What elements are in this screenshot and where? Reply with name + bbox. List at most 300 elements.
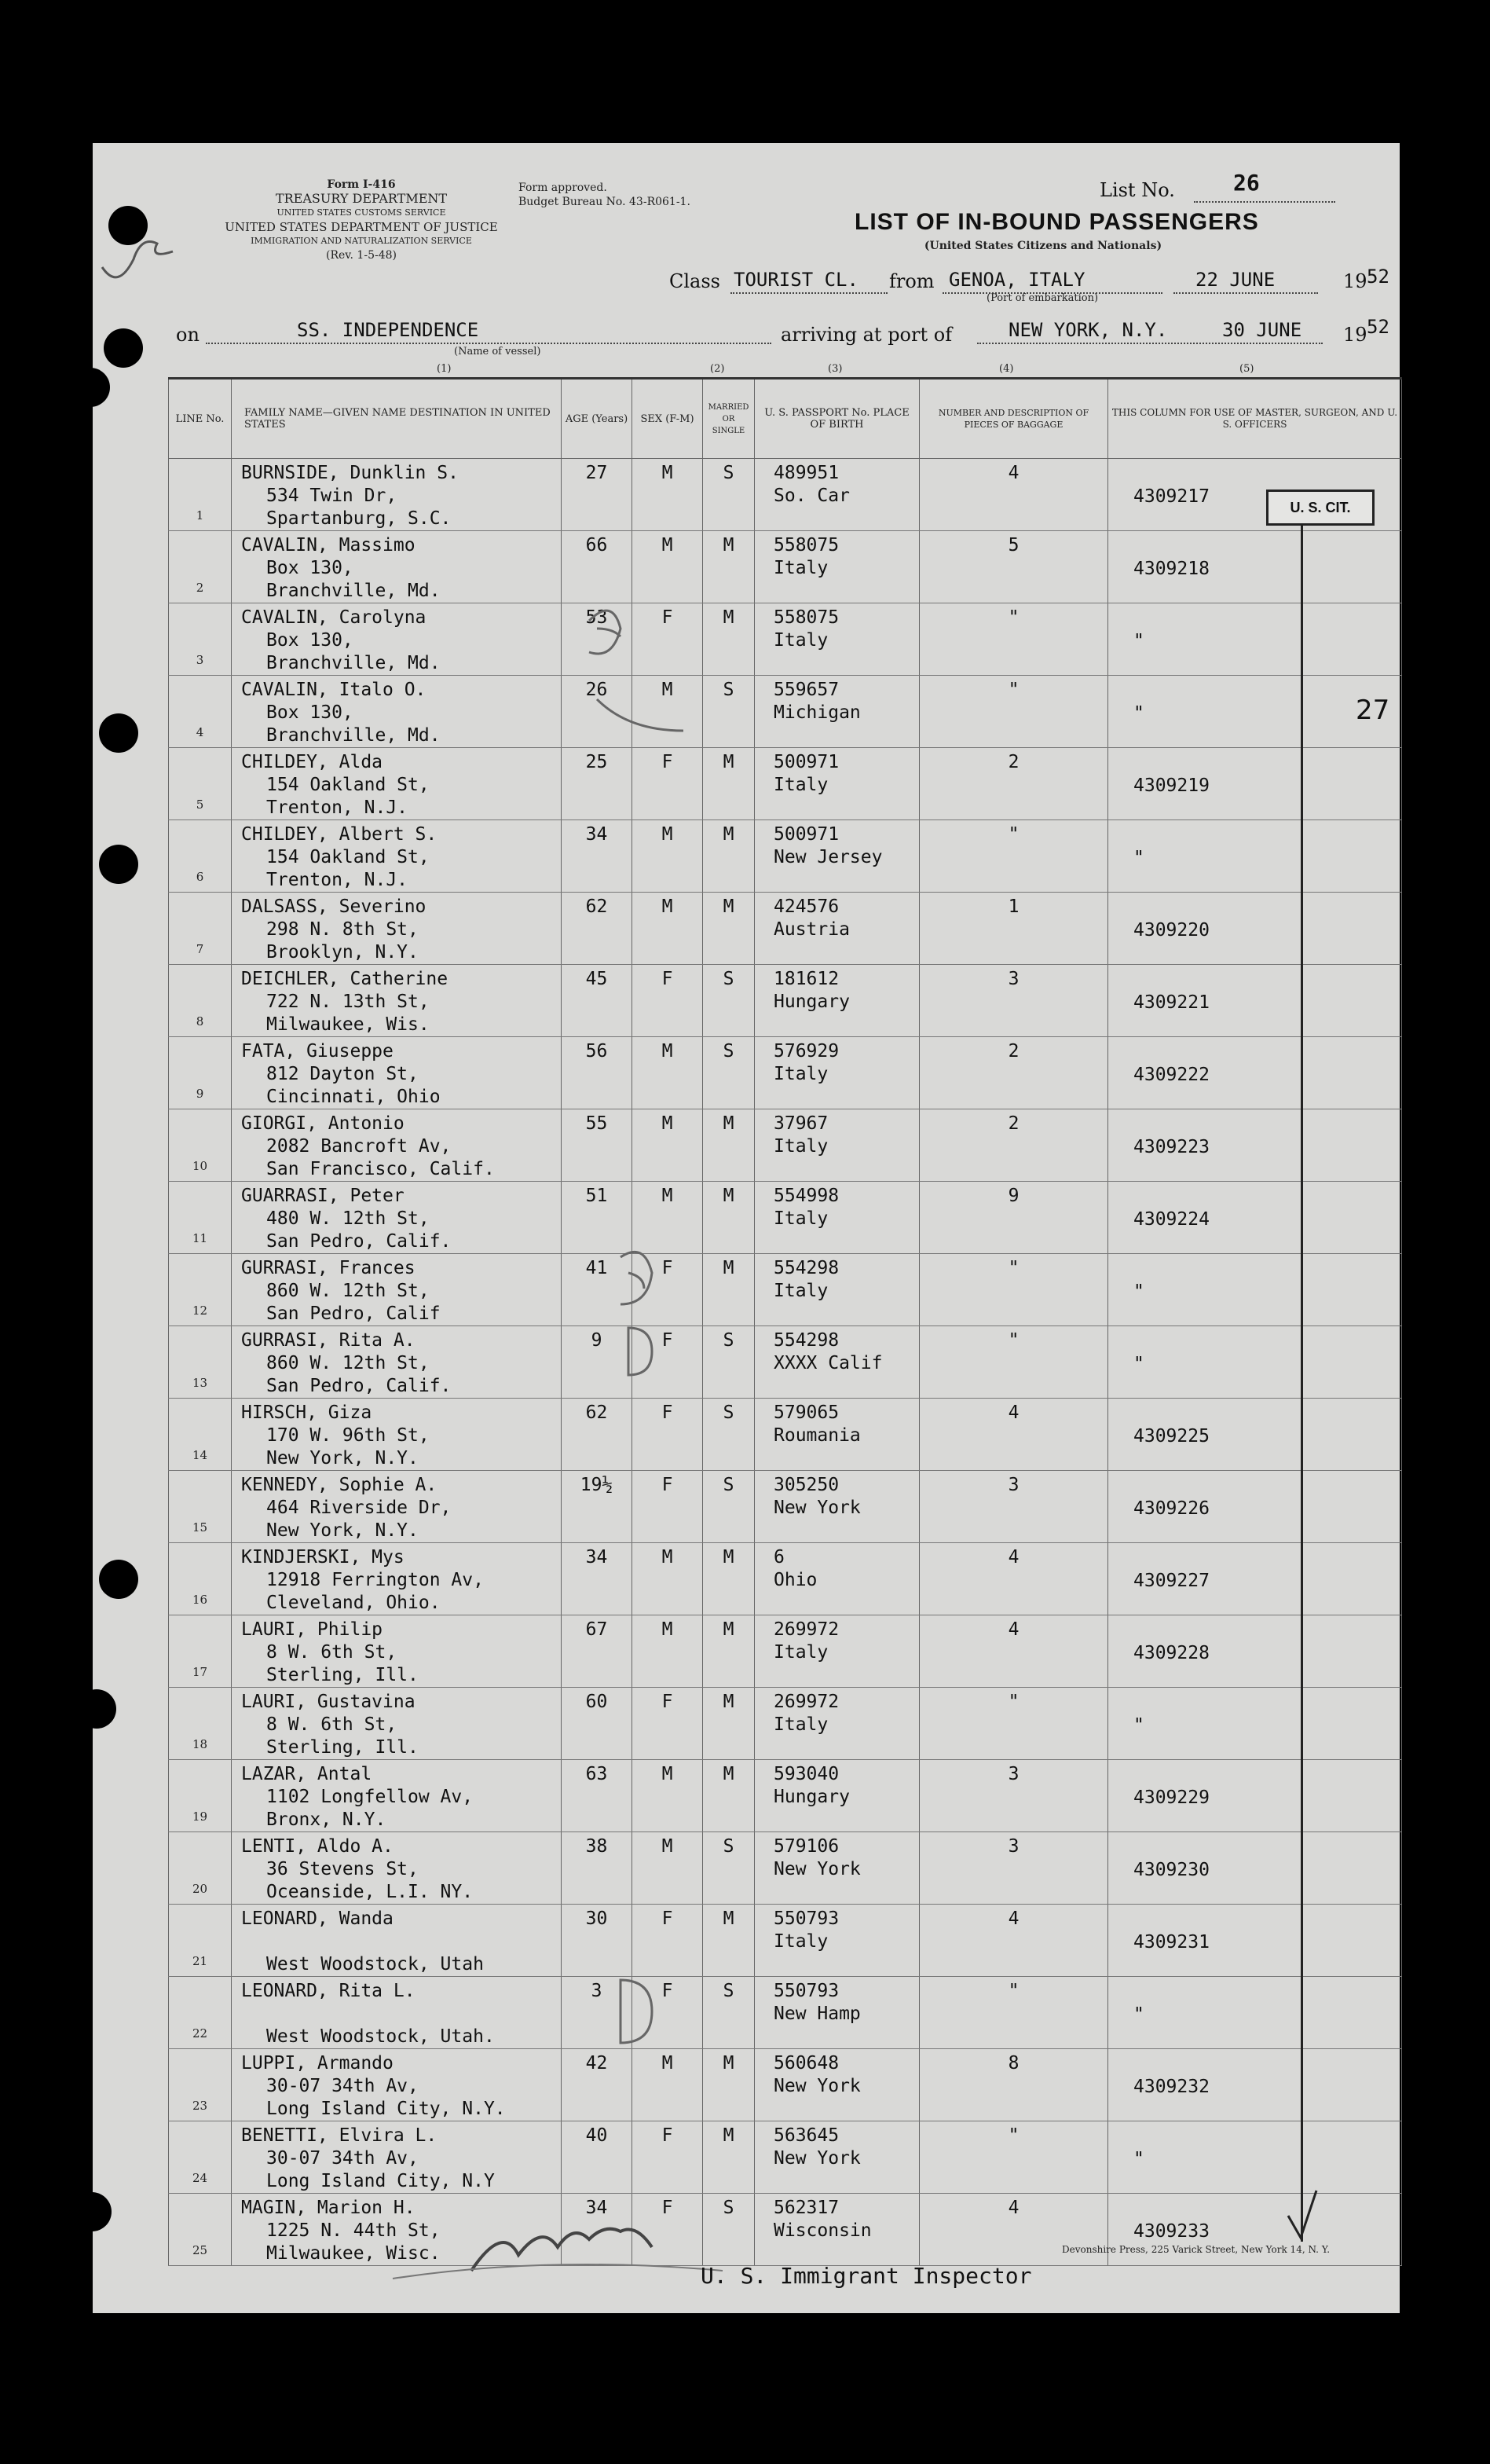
- age-value: 66: [585, 535, 608, 556]
- passport-number: 37967: [774, 1113, 829, 1134]
- baggage-value: 4: [1008, 2198, 1020, 2218]
- arrival-date: 30 JUNE: [1222, 319, 1302, 341]
- age-value: 25: [585, 752, 608, 772]
- passport-number: 579065: [774, 1402, 840, 1423]
- line-number: 6: [196, 870, 204, 884]
- passport-number: 6: [774, 1547, 785, 1568]
- place-of-birth: Italy: [774, 1714, 829, 1735]
- sex-value: M: [661, 896, 673, 917]
- passenger-name: MAGIN, Marion H.: [241, 2198, 416, 2218]
- sex-value: F: [661, 1908, 673, 1929]
- press-imprint: Devonshire Press, 225 Varick Street, New York 14, N. Y.: [1062, 2244, 1331, 2255]
- officer-value: ": [1133, 1354, 1144, 1374]
- arrival-year-prefix: 19: [1343, 324, 1367, 346]
- address-line-1: 2082 Bancroft Av,: [266, 1136, 452, 1157]
- baggage-value: 2: [1008, 752, 1020, 772]
- list-no-value: 26: [1233, 170, 1260, 196]
- age-value: 26: [585, 680, 608, 700]
- officer-value: 4309218: [1133, 559, 1210, 579]
- address-line-2: San Pedro, Calif: [266, 1304, 441, 1324]
- sex-value: M: [661, 1619, 673, 1640]
- officer-value: 4309223: [1133, 1137, 1210, 1157]
- age-value: 9: [591, 1330, 602, 1351]
- age-value: 41: [585, 1258, 608, 1278]
- address-line-2: Brooklyn, N.Y.: [266, 942, 419, 962]
- place-of-birth: Italy: [774, 1931, 829, 1952]
- baggage-value: ": [1008, 1981, 1020, 2001]
- embark-year: 52: [1367, 266, 1389, 288]
- passenger-name: CHILDEY, Albert S.: [241, 824, 437, 845]
- officer-value: 4309225: [1133, 1426, 1210, 1446]
- arrival-year: 52: [1367, 316, 1389, 338]
- passenger-name: HIRSCH, Giza: [241, 1402, 372, 1423]
- passenger-name: LENTI, Aldo A.: [241, 1836, 394, 1857]
- col-baggage-header: NUMBER AND DESCRIPTION OF PIECES OF BAGGAGE: [920, 379, 1108, 459]
- col-officers-header: THIS COLUMN FOR USE OF MASTER, SURGEON, AND U. S. OFFICERS: [1108, 379, 1402, 459]
- col-age-header: AGE (Years): [562, 379, 632, 459]
- sex-value: M: [661, 1186, 673, 1206]
- married-value: M: [723, 896, 734, 917]
- address-line-2: Oceanside, L.I. NY.: [266, 1882, 474, 1902]
- sex-value: M: [661, 680, 673, 700]
- age-value: 53: [585, 607, 608, 628]
- address-line-2: Cincinnati, Ohio: [266, 1087, 441, 1107]
- officer-value: ": [1133, 1715, 1144, 1736]
- married-value: S: [723, 1981, 734, 2001]
- address-line-2: Branchville, Md.: [266, 725, 441, 746]
- married-value: M: [723, 1908, 734, 1929]
- line-number: 15: [192, 1520, 208, 1534]
- address-line-2: San Francisco, Calif.: [266, 1159, 495, 1179]
- address-line-1: 8 W. 6th St,: [266, 1714, 397, 1735]
- vessel-note: (Name of vessel): [454, 346, 541, 358]
- passenger-name: CHILDEY, Alda: [241, 752, 383, 772]
- baggage-value: 3: [1008, 969, 1020, 989]
- married-value: S: [723, 463, 734, 483]
- passenger-name: LUPPI, Armando: [241, 2053, 394, 2074]
- married-value: S: [723, 680, 734, 700]
- form-approved: Form approved.: [518, 182, 607, 194]
- address-line-1: 722 N. 13th St,: [266, 992, 430, 1012]
- address-line-1: 12918 Ferrington Av,: [266, 1570, 484, 1590]
- address-line-1: 1225 N. 44th St,: [266, 2220, 441, 2241]
- address-line-1: Box 130,: [266, 630, 353, 651]
- place-of-birth: Italy: [774, 1064, 829, 1084]
- place-of-birth: So. Car: [774, 486, 850, 506]
- officer-value: 4309233: [1133, 2221, 1210, 2242]
- line-number: 3: [196, 653, 204, 667]
- passenger-name: GUARRASI, Peter: [241, 1186, 405, 1206]
- age-value: 40: [585, 2125, 608, 2146]
- place-of-birth: Wisconsin: [774, 2220, 872, 2241]
- baggage-value: ": [1008, 824, 1020, 845]
- col-married-header: MARRIED OR SINGLE: [703, 379, 755, 459]
- class-label: Class: [669, 270, 720, 292]
- age-value: 62: [585, 1402, 608, 1423]
- officer-value: 4309217: [1133, 486, 1210, 507]
- place-of-birth: Roumania: [774, 1425, 861, 1446]
- passport-number: 554998: [774, 1186, 840, 1206]
- passenger-name: DEICHLER, Catherine: [241, 969, 448, 989]
- line-number: 23: [192, 2099, 208, 2113]
- place-of-birth: Italy: [774, 775, 829, 795]
- passenger-name: FATA, Giuseppe: [241, 1041, 394, 1062]
- baggage-value: 2: [1008, 1041, 1020, 1062]
- passport-number: 559657: [774, 680, 840, 700]
- address-line-1: Box 130,: [266, 558, 353, 578]
- margin-number: 27: [1356, 695, 1390, 726]
- married-value: M: [723, 1619, 734, 1640]
- sex-value: M: [661, 1836, 673, 1857]
- sex-value: M: [661, 1547, 673, 1568]
- on-label: on: [176, 324, 200, 346]
- sex-value: F: [661, 2125, 673, 2146]
- line-number: 5: [196, 798, 204, 812]
- baggage-value: 5: [1008, 535, 1020, 556]
- officer-value: 4309220: [1133, 920, 1210, 940]
- sex-value: F: [661, 969, 673, 989]
- address-line-1: 30-07 34th Av,: [266, 2148, 419, 2169]
- port-note: (Port of embarkation): [987, 292, 1099, 304]
- line-number: 11: [192, 1231, 208, 1245]
- address-line-1: 8 W. 6th St,: [266, 1642, 397, 1663]
- baggage-value: 8: [1008, 2053, 1020, 2074]
- embark-date: 22 JUNE: [1195, 269, 1276, 291]
- sex-value: M: [661, 824, 673, 845]
- place-of-birth: New Jersey: [774, 847, 883, 867]
- line-number: 17: [192, 1665, 208, 1679]
- place-of-birth: New York: [774, 1859, 861, 1879]
- sex-value: M: [661, 1113, 673, 1134]
- line-number: 1: [196, 508, 204, 522]
- baggage-value: 1: [1008, 896, 1020, 917]
- customs-service: UNITED STATES CUSTOMS SERVICE: [276, 207, 446, 218]
- address-line-1: 1102 Longfellow Av,: [266, 1787, 474, 1807]
- passenger-name: LEONARD, Rita L.: [241, 1981, 416, 2001]
- married-value: S: [723, 969, 734, 989]
- married-value: M: [723, 2125, 734, 2146]
- line-number: 19: [192, 1810, 208, 1824]
- sex-value: M: [661, 535, 673, 556]
- passport-number: 560648: [774, 2053, 840, 2074]
- place-of-birth: XXXX Calif: [774, 1353, 883, 1373]
- age-value: 34: [585, 824, 608, 845]
- baggage-value: 2: [1008, 1113, 1020, 1134]
- passport-number: 550793: [774, 1981, 840, 2001]
- baggage-value: 4: [1008, 1547, 1020, 1568]
- sex-value: F: [661, 752, 673, 772]
- place-of-birth: Italy: [774, 630, 829, 651]
- passport-number: 554298: [774, 1258, 840, 1278]
- married-value: M: [723, 607, 734, 628]
- address-line-2: Milwaukee, Wis.: [266, 1014, 430, 1035]
- age-value: 60: [585, 1692, 608, 1712]
- line-number: 22: [192, 2026, 208, 2040]
- line-number: 24: [192, 2171, 208, 2185]
- passport-number: 554298: [774, 1330, 840, 1351]
- married-value: S: [723, 1330, 734, 1351]
- passenger-name: BURNSIDE, Dunklin S.: [241, 463, 459, 483]
- form-number: Form I-416: [327, 178, 396, 191]
- baggage-value: 4: [1008, 463, 1020, 483]
- sex-value: F: [661, 607, 673, 628]
- column-number: (1): [437, 363, 452, 375]
- officer-value: 4309221: [1133, 992, 1210, 1013]
- vessel-name: SS. INDEPENDENCE: [297, 319, 479, 341]
- address-line-2: Spartanburg, S.C.: [266, 508, 452, 529]
- address-line-1: 154 Oakland St,: [266, 775, 430, 795]
- passenger-name: GIORGI, Antonio: [241, 1113, 405, 1134]
- place-of-birth: Michigan: [774, 702, 861, 723]
- baggage-value: ": [1008, 2125, 1020, 2146]
- passport-number: 269972: [774, 1619, 840, 1640]
- address-line-2: San Pedro, Calif.: [266, 1231, 452, 1252]
- officer-value: 4309231: [1133, 1932, 1210, 1952]
- line-number: 7: [196, 942, 204, 956]
- officer-value: ": [1133, 1282, 1144, 1302]
- age-value: 56: [585, 1041, 608, 1062]
- address-line-2: San Pedro, Calif.: [266, 1376, 452, 1396]
- passenger-name: LAURI, Philip: [241, 1619, 383, 1640]
- age-value: 42: [585, 2053, 608, 2074]
- address-line-2: Branchville, Md.: [266, 653, 441, 673]
- arriving-label: arriving at port of: [781, 324, 953, 346]
- column-number: (2): [710, 363, 725, 375]
- inspector-line: U. S. Immigrant Inspector: [701, 2263, 1032, 2289]
- age-value: 19½: [580, 1475, 613, 1495]
- married-value: S: [723, 1041, 734, 1062]
- married-value: S: [723, 1402, 734, 1423]
- married-value: M: [723, 1186, 734, 1206]
- officer-value: 4309224: [1133, 1209, 1210, 1230]
- ins: IMMIGRATION AND NATURALIZATION SERVICE: [251, 236, 472, 246]
- age-value: 3: [591, 1981, 602, 2001]
- place-of-birth: Ohio: [774, 1570, 818, 1590]
- sex-value: F: [661, 1475, 673, 1495]
- officer-value: 4309229: [1133, 1788, 1210, 1808]
- address-line-2: West Woodstock, Utah: [266, 1954, 484, 1974]
- treasury-dept: TREASURY DEPARTMENT: [275, 191, 448, 206]
- sex-value: M: [661, 1764, 673, 1784]
- place-of-birth: New York: [774, 2148, 861, 2169]
- passenger-name: LAZAR, Antal: [241, 1764, 372, 1784]
- sex-value: M: [661, 463, 673, 483]
- line-number: 21: [192, 1954, 208, 1968]
- officer-value: 4309230: [1133, 1860, 1210, 1880]
- col-line-header: LINE No.: [169, 379, 232, 459]
- age-value: 27: [585, 463, 608, 483]
- passport-number: 489951: [774, 463, 840, 483]
- col-name-header: FAMILY NAME—GIVEN NAME DESTINATION IN UNITED STATES: [232, 379, 562, 459]
- passport-number: 593040: [774, 1764, 840, 1784]
- page-subtitle: (United States Citizens and Nationals): [924, 240, 1162, 252]
- officer-value: ": [1133, 631, 1144, 651]
- passport-number: 424576: [774, 896, 840, 917]
- address-line-1: Box 130,: [266, 702, 353, 723]
- address-line-2: Milwaukee, Wisc.: [266, 2243, 441, 2264]
- justice-dept: UNITED STATES DEPARTMENT OF JUSTICE: [225, 220, 498, 234]
- baggage-value: 3: [1008, 1764, 1020, 1784]
- sex-value: F: [661, 1402, 673, 1423]
- address-line-1: 464 Riverside Dr,: [266, 1498, 452, 1518]
- passenger-name: CAVALIN, Italo O.: [241, 680, 426, 700]
- baggage-value: 4: [1008, 1402, 1020, 1423]
- sex-value: F: [661, 1330, 673, 1351]
- line-number: 20: [192, 1882, 208, 1896]
- baggage-value: 3: [1008, 1836, 1020, 1857]
- officer-value: ": [1133, 848, 1144, 868]
- address-line-1: 860 W. 12th St,: [266, 1353, 430, 1373]
- passenger-name: KINDJERSKI, Mys: [241, 1547, 405, 1568]
- line-number: 18: [192, 1737, 208, 1751]
- age-value: 62: [585, 896, 608, 917]
- address-line-2: West Woodstock, Utah.: [266, 2026, 495, 2047]
- list-no-label: List No.: [1100, 179, 1175, 201]
- place-of-birth: Italy: [774, 1281, 829, 1301]
- baggage-value: ": [1008, 607, 1020, 628]
- address-line-1: 298 N. 8th St,: [266, 919, 419, 940]
- married-value: S: [723, 1475, 734, 1495]
- passport-number: 563645: [774, 2125, 840, 2146]
- officer-value: 4309227: [1133, 1571, 1210, 1591]
- passenger-name: LAURI, Gustavina: [241, 1692, 416, 1712]
- line-number: 14: [192, 1448, 208, 1462]
- column-number: (5): [1239, 363, 1254, 375]
- place-of-birth: Italy: [774, 1208, 829, 1229]
- officer-value: 4309228: [1133, 1643, 1210, 1663]
- age-value: 38: [585, 1836, 608, 1857]
- col-sex-header: SEX (F-M): [632, 379, 703, 459]
- sex-value: F: [661, 1692, 673, 1712]
- married-value: M: [723, 1692, 734, 1712]
- passenger-name: KENNEDY, Sophie A.: [241, 1475, 437, 1495]
- age-value: 55: [585, 1113, 608, 1134]
- married-value: M: [723, 1258, 734, 1278]
- place-of-birth: Hungary: [774, 992, 850, 1012]
- address-line-2: Cleveland, Ohio.: [266, 1593, 441, 1613]
- passport-number: 181612: [774, 969, 840, 989]
- sex-value: M: [661, 1041, 673, 1062]
- officer-value: ": [1133, 703, 1144, 724]
- place-of-birth: Italy: [774, 558, 829, 578]
- married-value: M: [723, 824, 734, 845]
- passport-number: 500971: [774, 824, 840, 845]
- sex-value: F: [661, 2198, 673, 2218]
- married-value: M: [723, 1547, 734, 1568]
- passport-number: 558075: [774, 607, 840, 628]
- passenger-name: BENETTI, Elvira L.: [241, 2125, 437, 2146]
- sex-value: M: [661, 2053, 673, 2074]
- place-of-birth: Italy: [774, 1642, 829, 1663]
- place-of-birth: New York: [774, 2076, 861, 2096]
- passenger-name: DALSASS, Severino: [241, 896, 426, 917]
- age-value: 67: [585, 1619, 608, 1640]
- baggage-value: ": [1008, 1258, 1020, 1278]
- line-number: 16: [192, 1593, 208, 1607]
- line-number: 9: [196, 1087, 204, 1101]
- baggage-value: 9: [1008, 1186, 1020, 1206]
- married-value: S: [723, 1836, 734, 1857]
- address-line-2: Bronx, N.Y.: [266, 1810, 386, 1830]
- place-of-birth: New York: [774, 1498, 861, 1518]
- age-value: 34: [585, 2198, 608, 2218]
- sex-value: F: [661, 1258, 673, 1278]
- address-line-2: Trenton, N.J.: [266, 798, 408, 818]
- passenger-name: LEONARD, Wanda: [241, 1908, 394, 1929]
- line-number: 8: [196, 1014, 204, 1028]
- age-value: 63: [585, 1764, 608, 1784]
- address-line-1: 860 W. 12th St,: [266, 1281, 430, 1301]
- married-value: M: [723, 535, 734, 556]
- line-number: 12: [192, 1304, 208, 1318]
- married-value: M: [723, 752, 734, 772]
- address-line-2: New York, N.Y.: [266, 1448, 419, 1468]
- address-line-2: Sterling, Ill.: [266, 1665, 419, 1685]
- married-value: M: [723, 1113, 734, 1134]
- baggage-value: 4: [1008, 1908, 1020, 1929]
- column-number: (3): [828, 363, 843, 375]
- place-of-birth: Italy: [774, 1136, 829, 1157]
- baggage-value: ": [1008, 680, 1020, 700]
- passenger-name: GURRASI, Rita A.: [241, 1330, 416, 1351]
- age-value: 30: [585, 1908, 608, 1929]
- passport-number: 562317: [774, 2198, 840, 2218]
- address-line-1: 480 W. 12th St,: [266, 1208, 430, 1229]
- address-line-1: 36 Stevens St,: [266, 1859, 419, 1879]
- passenger-name: CAVALIN, Carolyna: [241, 607, 426, 628]
- age-value: 45: [585, 969, 608, 989]
- sex-value: F: [661, 1981, 673, 2001]
- officer-value: ": [1133, 2149, 1144, 2169]
- passport-number: 558075: [774, 535, 840, 556]
- officer-value: ": [1133, 2004, 1144, 2025]
- age-value: 34: [585, 1547, 608, 1568]
- address-line-2: Trenton, N.J.: [266, 870, 408, 890]
- embark-port: GENOA, ITALY: [949, 269, 1085, 291]
- address-line-1: 154 Oakland St,: [266, 847, 430, 867]
- address-line-1: 30-07 34th Av,: [266, 2076, 419, 2096]
- passport-number: 579106: [774, 1836, 840, 1857]
- address-line-1: 812 Dayton St,: [266, 1064, 419, 1084]
- passport-number: 269972: [774, 1692, 840, 1712]
- passenger-name: CAVALIN, Massimo: [241, 535, 416, 556]
- embark-year-prefix: 19: [1343, 270, 1367, 292]
- married-value: S: [723, 2198, 734, 2218]
- column-number: (4): [999, 363, 1014, 375]
- passport-number: 576929: [774, 1041, 840, 1062]
- revision: (Rev. 1-5-48): [326, 249, 397, 262]
- passenger-name: GURRASI, Frances: [241, 1258, 416, 1278]
- passport-number: 305250: [774, 1475, 840, 1495]
- address-line-2: New York, N.Y.: [266, 1520, 419, 1541]
- passport-number: 550793: [774, 1908, 840, 1929]
- officer-value: 4309219: [1133, 776, 1210, 796]
- officer-value: 4309226: [1133, 1498, 1210, 1519]
- budget-bureau: Budget Bureau No. 43-R061-1.: [518, 196, 690, 208]
- line-number: 25: [192, 2243, 208, 2257]
- arrival-port: NEW YORK, N.Y.: [1009, 319, 1168, 341]
- married-value: M: [723, 2053, 734, 2074]
- address-line-2: Long Island City, N.Y.: [266, 2099, 506, 2119]
- page-title: LIST OF IN-BOUND PASSENGERS: [855, 209, 1259, 235]
- us-cit-stamp: U. S. CIT.: [1266, 490, 1375, 526]
- place-of-birth: Hungary: [774, 1787, 850, 1807]
- baggage-value: 3: [1008, 1475, 1020, 1495]
- line-number: 10: [192, 1159, 208, 1173]
- officer-value: 4309222: [1133, 1065, 1210, 1085]
- baggage-value: ": [1008, 1692, 1020, 1712]
- line-number: 13: [192, 1376, 208, 1390]
